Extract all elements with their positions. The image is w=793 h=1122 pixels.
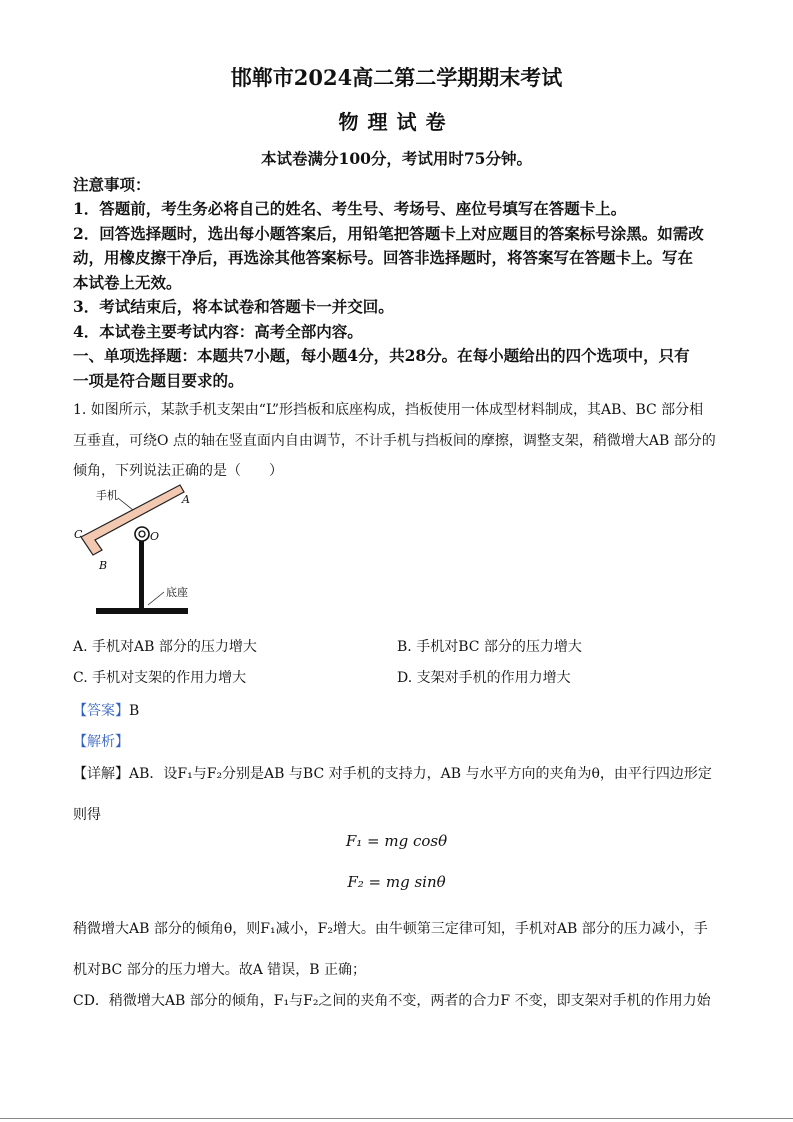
exam-info: 本试卷满分100分，考试用时75分钟。 [261,149,532,168]
analysis-label: 【解析】 [73,734,129,750]
note-item: 动，用橡皮擦干净后，再选涂其他答案标号。回答非选择题时，将答案写在答题卡上。写在 [73,248,694,267]
formula-f1: F₁ = mg cosθ [345,832,448,850]
explanation-text: 稍微增大AB 部分的倾角θ，则F₁减小，F₂增大。由牛顿第三定律可知，手机对AB 部分的压力减小，手 [73,921,708,937]
answer-label: 【答案】 [73,703,129,719]
exam-title: 邯郸市2024高二第二学期期末考试 [230,65,563,90]
explanation-text: 机对BC 部分的压力增大。故A 错误，B 正确； [73,962,367,978]
question-text: 倾角，下列说法正确的是（ ） [73,463,283,479]
option-c: C. 手机对支架的作用力增大 [73,670,247,686]
figure-label-b: B [99,559,108,572]
page-bottom-divider [0,1118,793,1119]
section-heading-cont: 一项是符合题目要求的。 [73,371,244,390]
exam-subtitle: 物理试卷 [338,110,455,134]
base-label-leader [148,592,164,605]
answer-row [73,700,139,720]
explanation-text: CD．稍微增大AB 部分的倾角，F₁与F₂之间的夹角不变，两者的合力F 不变，即支架对手机的作用力始 [73,993,711,1009]
notes-heading: 注意事项： [73,175,151,194]
note-item: 2．回答选择题时，选出每小题答案后，用铅笔把答题卡上对应题目的答案标号涂黑。如需改 [73,224,704,243]
phone-label-leader [118,498,133,510]
stand-pole [139,540,144,610]
note-item: 1．答题前，考生务必将自己的姓名、考生号、考场号、座位号填写在答题卡上。 [73,199,627,218]
base-bar [96,608,188,614]
figure-label-a: A [182,493,190,506]
formula-f2: F₂ = mg sinθ [347,873,446,891]
question-text: 互垂直，可绕O 点的轴在竖直面内自由调节，不计手机与挡板间的摩擦，调整支架，稍微增大AB 部分的 [73,433,716,449]
option-a: A. 手机对AB 部分的压力增大 [73,639,257,655]
explanation-text: 【详解】AB．设F₁与F₂分别是AB 与BC 对手机的支持力，AB 与水平方向的夹角为θ，由平行四边形定 [73,766,712,782]
answer-value: B [129,703,140,719]
option-b: B. 手机对BC 部分的压力增大 [397,639,582,655]
pivot-o-inner [139,531,145,537]
note-item: 4．本试卷主要考试内容：高考全部内容。 [73,322,363,341]
section-heading: 一、单项选择题：本题共7小题，每小题4分，共28分。在每小题给出的四个选项中，只有 [73,346,690,365]
figure-label-o: O [150,530,160,543]
explanation-text: 则得 [73,807,101,823]
figure-label-phone: 手机 [96,489,118,502]
figure-label-base: 底座 [166,586,188,599]
figure-label-c: C [74,528,83,541]
note-item: 3．考试结束后，将本试卷和答题卡一并交回。 [73,297,394,316]
option-d: D. 支架对手机的作用力增大 [397,670,571,686]
note-item: 本试卷上无效。 [73,273,182,292]
question-text: 1. 如图所示，某款手机支架由“L”形挡板和底座构成，挡板使用一体成型材料制成，其AB、BC 部分相 [73,402,704,418]
